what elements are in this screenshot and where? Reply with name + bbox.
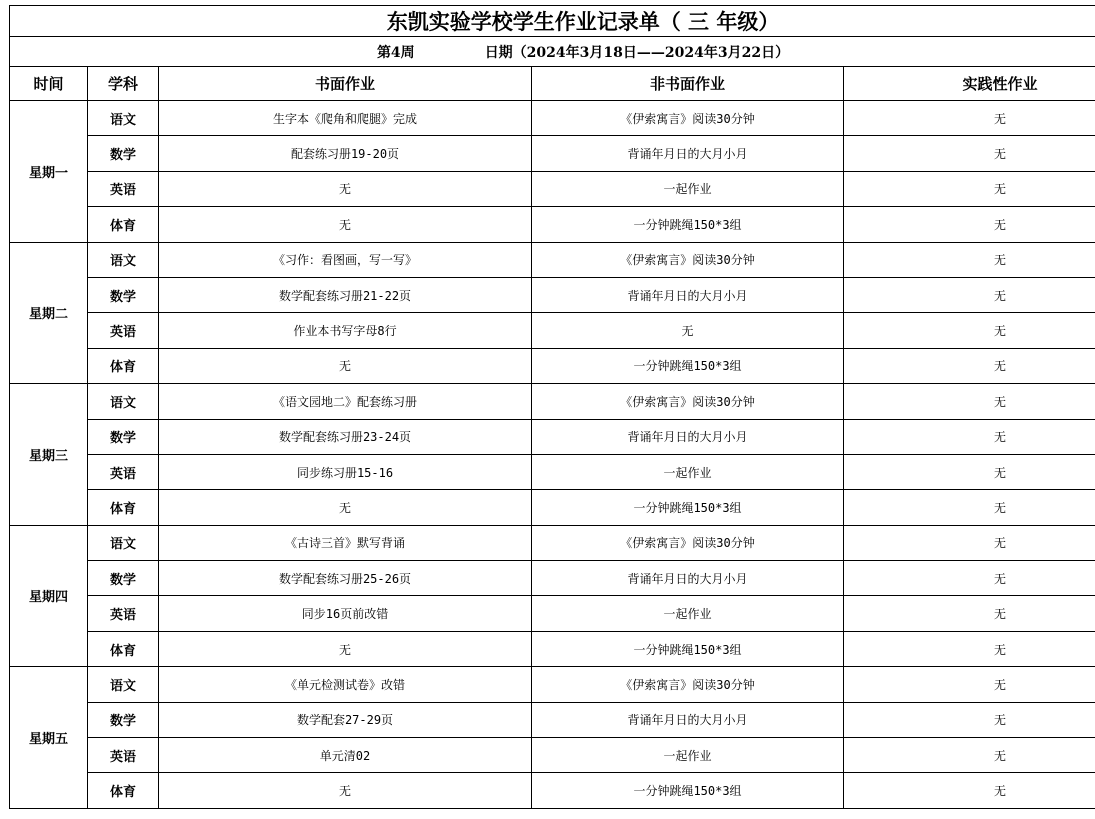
table-row — [10, 242, 1095, 277]
header-practice: 实践性作业 — [844, 67, 1095, 101]
practice-homework-cell: 无 — [844, 454, 1095, 489]
written-homework-cell: 无 — [159, 490, 532, 525]
practice-homework-cell: 无 — [844, 773, 1095, 808]
subject-cell: 体育 — [88, 207, 159, 242]
table-row — [10, 207, 1095, 242]
day-cell: 星期四 — [10, 525, 88, 667]
table-row — [10, 667, 1095, 702]
table-body — [10, 101, 1095, 809]
written-homework-cell: 无 — [159, 631, 532, 666]
subject-cell: 语文 — [88, 384, 159, 419]
written-homework-cell: 《古诗三首》默写背诵 — [159, 525, 532, 560]
subject-cell: 英语 — [88, 313, 159, 348]
header-row — [10, 67, 1095, 101]
practice-homework-cell: 无 — [844, 525, 1095, 560]
practice-homework-cell: 无 — [844, 207, 1095, 242]
table-row — [10, 773, 1095, 808]
day-cell: 星期五 — [10, 667, 88, 809]
written-homework-cell: 无 — [159, 171, 532, 206]
subject-cell: 语文 — [88, 242, 159, 277]
table-row — [10, 384, 1095, 419]
homework-record-table — [9, 5, 1095, 809]
week-row — [10, 37, 1095, 67]
written-homework-cell: 《单元检测试卷》改错 — [159, 667, 532, 702]
week-label: 第4周 — [376, 44, 415, 61]
practice-homework-cell: 无 — [844, 313, 1095, 348]
subject-cell: 体育 — [88, 490, 159, 525]
table-row — [10, 454, 1095, 489]
table-row — [10, 101, 1095, 136]
non-written-homework-cell: 一起作业 — [532, 596, 844, 631]
written-homework-cell: 同步16页前改错 — [159, 596, 532, 631]
practice-homework-cell: 无 — [844, 490, 1095, 525]
written-homework-cell: 数学配套练习册25-26页 — [159, 561, 532, 596]
subject-cell: 语文 — [88, 101, 159, 136]
table-row — [10, 561, 1095, 596]
non-written-homework-cell: 背诵年月日的大月小月 — [532, 561, 844, 596]
practice-homework-cell: 无 — [844, 101, 1095, 136]
non-written-homework-cell: 背诵年月日的大月小月 — [532, 136, 844, 171]
subject-cell: 英语 — [88, 171, 159, 206]
subject-cell: 体育 — [88, 348, 159, 383]
non-written-homework-cell: 背诵年月日的大月小月 — [532, 419, 844, 454]
practice-homework-cell: 无 — [844, 702, 1095, 737]
written-homework-cell: 数学配套练习册23-24页 — [159, 419, 532, 454]
non-written-homework-cell: 《伊索寓言》阅读30分钟 — [532, 384, 844, 419]
table-row — [10, 171, 1095, 206]
written-homework-cell: 同步练习册15-16 — [159, 454, 532, 489]
subject-cell: 英语 — [88, 738, 159, 773]
table-row — [10, 738, 1095, 773]
non-written-homework-cell: 一分钟跳绳150*3组 — [532, 207, 844, 242]
practice-homework-cell: 无 — [844, 348, 1095, 383]
non-written-homework-cell: 一分钟跳绳150*3组 — [532, 490, 844, 525]
non-written-homework-cell: 《伊索寓言》阅读30分钟 — [532, 667, 844, 702]
non-written-homework-cell: 一分钟跳绳150*3组 — [532, 773, 844, 808]
title-row — [10, 6, 1095, 37]
subject-cell: 数学 — [88, 419, 159, 454]
practice-homework-cell: 无 — [844, 596, 1095, 631]
written-homework-cell: 无 — [159, 207, 532, 242]
date-range: 日期（2024年3月18日——2024年3月22日） — [484, 44, 790, 61]
day-cell: 星期三 — [10, 384, 88, 526]
written-homework-cell: 单元清02 — [159, 738, 532, 773]
day-cell: 星期一 — [10, 101, 88, 243]
practice-homework-cell: 无 — [844, 631, 1095, 666]
non-written-homework-cell: 一分钟跳绳150*3组 — [532, 631, 844, 666]
written-homework-cell: 数学配套27-29页 — [159, 702, 532, 737]
written-homework-cell: 《习作：看图画，写一写》 — [159, 242, 532, 277]
subject-cell: 英语 — [88, 454, 159, 489]
subject-cell: 语文 — [88, 525, 159, 560]
non-written-homework-cell: 一起作业 — [532, 738, 844, 773]
document-title: 东凯实验学校学生作业记录单（ 三 年级） — [10, 6, 1095, 37]
header-written: 书面作业 — [159, 67, 532, 101]
non-written-homework-cell: 《伊索寓言》阅读30分钟 — [532, 525, 844, 560]
table-row — [10, 631, 1095, 666]
subject-cell: 体育 — [88, 773, 159, 808]
practice-homework-cell: 无 — [844, 419, 1095, 454]
non-written-homework-cell: 无 — [532, 313, 844, 348]
subject-cell: 体育 — [88, 631, 159, 666]
written-homework-cell: 《语文园地二》配套练习册 — [159, 384, 532, 419]
header-non-written: 非书面作业 — [532, 67, 844, 101]
table-row — [10, 702, 1095, 737]
subject-cell: 数学 — [88, 136, 159, 171]
table-row — [10, 490, 1095, 525]
table-row — [10, 277, 1095, 312]
table-row — [10, 136, 1095, 171]
table-row — [10, 348, 1095, 383]
practice-homework-cell: 无 — [844, 561, 1095, 596]
written-homework-cell: 无 — [159, 773, 532, 808]
table-row — [10, 596, 1095, 631]
non-written-homework-cell: 背诵年月日的大月小月 — [532, 702, 844, 737]
written-homework-cell: 配套练习册19-20页 — [159, 136, 532, 171]
table-row — [10, 313, 1095, 348]
non-written-homework-cell: 《伊索寓言》阅读30分钟 — [532, 242, 844, 277]
non-written-homework-cell: 一分钟跳绳150*3组 — [532, 348, 844, 383]
table-row — [10, 525, 1095, 560]
header-subject: 学科 — [88, 67, 159, 101]
practice-homework-cell: 无 — [844, 738, 1095, 773]
day-cell: 星期二 — [10, 242, 88, 384]
written-homework-cell: 生字本《爬角和爬腿》完成 — [159, 101, 532, 136]
header-time: 时间 — [10, 67, 88, 101]
non-written-homework-cell: 一起作业 — [532, 171, 844, 206]
subject-cell: 语文 — [88, 667, 159, 702]
practice-homework-cell: 无 — [844, 384, 1095, 419]
non-written-homework-cell: 《伊索寓言》阅读30分钟 — [532, 101, 844, 136]
subject-cell: 数学 — [88, 277, 159, 312]
written-homework-cell: 无 — [159, 348, 532, 383]
table-row — [10, 419, 1095, 454]
practice-homework-cell: 无 — [844, 171, 1095, 206]
practice-homework-cell: 无 — [844, 667, 1095, 702]
subject-cell: 数学 — [88, 702, 159, 737]
practice-homework-cell: 无 — [844, 277, 1095, 312]
non-written-homework-cell: 一起作业 — [532, 454, 844, 489]
non-written-homework-cell: 背诵年月日的大月小月 — [532, 277, 844, 312]
subject-cell: 数学 — [88, 561, 159, 596]
practice-homework-cell: 无 — [844, 242, 1095, 277]
practice-homework-cell: 无 — [844, 136, 1095, 171]
written-homework-cell: 作业本书写字母8行 — [159, 313, 532, 348]
written-homework-cell: 数学配套练习册21-22页 — [159, 277, 532, 312]
subject-cell: 英语 — [88, 596, 159, 631]
week-info — [10, 37, 1095, 67]
